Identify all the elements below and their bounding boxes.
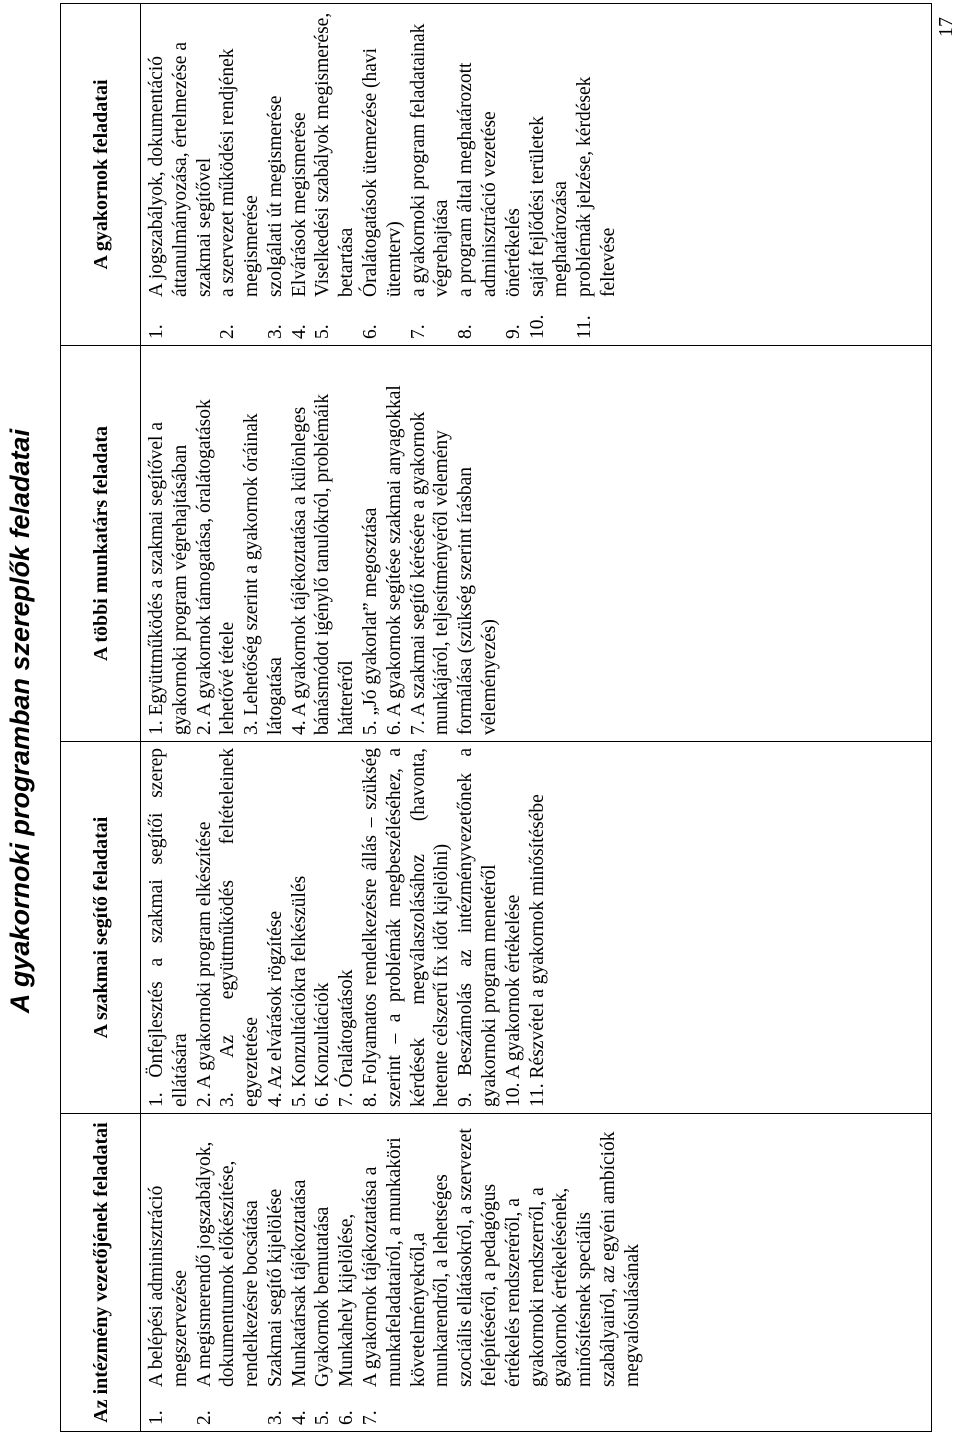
list-item: 6. Óralátogatások ütemezése (havi ütemterv) xyxy=(360,47,405,339)
list-item: 9. Beszámolás az intézményvezetőnek a gyakornoki program menetéről xyxy=(455,748,500,1107)
director-tasks-cell xyxy=(141,1114,932,1432)
list-item: 1. A belépési adminisztráció megszervezése xyxy=(146,1185,191,1425)
table-header xyxy=(61,4,141,1432)
list-item: 11. problémák jelzése, kérdések feltevése xyxy=(574,76,619,339)
page-title: A gyakornoki programban szereplők feladatai xyxy=(5,428,35,1014)
list-item: 2. a szervezet működési rendjének megismerése xyxy=(217,48,263,339)
list-item: 4. Az elvárások rögzítése xyxy=(264,910,286,1107)
list-item: 10. saját fejlődési területek meghatározása xyxy=(526,116,572,339)
list-item: 2. A gyakornoki program elkészítése xyxy=(193,821,215,1107)
header-colleagues: A többi munkatárs feladata xyxy=(61,346,141,742)
list-item: 7. Óralátogatások xyxy=(336,969,358,1107)
list-item: 1. Együttműködés a szakmai segítővel a gyakornoki program végrehajtásában xyxy=(146,421,191,735)
roles-table xyxy=(60,3,932,1432)
list-item: 5. „Jó gyakorlat” megosztása xyxy=(360,507,382,735)
list-item: 9. önértékelés xyxy=(502,208,524,339)
list-item: 7. A szakmai segítő kérésére a gyakornok munkájáról, teljesítményéről vélemény formálása (szükség szerint írásban véleményezés) xyxy=(407,411,500,735)
list-item: 6. Munkahely kijelölése, xyxy=(336,1213,358,1425)
header-mentor: A szakmai segítő feladatai xyxy=(61,742,141,1114)
list-item: 11. Részvétel a gyakornok minősítésébe xyxy=(526,794,548,1107)
colleague-tasks-cell xyxy=(141,346,932,742)
list-item: 4. Elvárások megismerése xyxy=(288,112,310,339)
table-row xyxy=(141,4,932,1432)
trainee-tasks-cell xyxy=(141,4,932,346)
list-item: 6. A gyakornok segítése szakmai anyagokkal xyxy=(383,385,405,735)
header-trainee: A gyakornok feladatai xyxy=(61,4,141,346)
list-item: 4. A gyakornok tájékoztatása a különleges bánásmódot igénylő tanulókról, problémáik hátteréről xyxy=(288,393,358,735)
list-item: 2. A megismerendő jogszabályok, dokumentumok előkészítése, rendelkezésre bocsátása xyxy=(193,1141,263,1425)
list-item: 6. Konzultációk xyxy=(312,982,334,1107)
list-item: 4. Munkatársak tájékoztatása xyxy=(288,1179,310,1425)
list-item: 1. A jogszabályok, dokumentáció áttanulmányozása, értelmezése a szakmai segítővel xyxy=(146,42,215,339)
page-number: 17 xyxy=(935,17,957,37)
header-director: Az intézmény vezetőjének feladatai xyxy=(61,1114,141,1432)
list-item: 3. Az együttműködés feltételeinek egyeztetése xyxy=(217,748,263,1107)
list-item: 3. szolgálati út megismerése xyxy=(264,95,286,339)
list-item: 1. Önfejlesztés a szakmai segítői szerep ellátására xyxy=(146,748,191,1107)
list-item: 7. A gyakornok tájékoztatása a munkafeladatairól, a munkaköri követelményekről,a munkarendről, a lehetséges szociális ellátásokról, a szervezet felépítéséről, a pedagógus értékelés rendszeréről, a gyakornoki rendszerről, a gyakornok értékelésének, minősítésnek speciális szabályairól, az egyéni ambíciók megvalósulásának xyxy=(360,1128,643,1425)
list-item: 3. Szakmai segítő kijelölése xyxy=(264,1188,286,1425)
list-item: 10. A gyakornok értékelése xyxy=(502,894,524,1107)
list-item: 2. A gyakornok támogatása, óralátogatások lehetővé tétele xyxy=(193,399,239,735)
list-item: 5. Konzultációkra felkészülés xyxy=(288,875,310,1107)
list-item: 3. Lehetőség szerint a gyakornok óráinak látogatása xyxy=(241,413,286,735)
list-item: 5. Viselkedési szabályok megismerése, betartása xyxy=(312,12,358,339)
list-item: 5. Gyakornok bemutatása xyxy=(312,1206,334,1425)
list-item: 8. a program által meghatározott adminisztráció vezetése xyxy=(455,62,500,339)
mentor-tasks-cell xyxy=(141,742,932,1114)
header-row xyxy=(61,4,141,1432)
list-item: 8. Folyamatos rendelkezésre állás – szükség szerint – a problémák megbeszéléséhez, a kérdések megválaszolásához (havonta, hetente célszerű fix időt kijelölni) xyxy=(360,748,453,1107)
list-item: 7. a gyakornoki program feladatainak végrehajtása xyxy=(407,23,453,339)
